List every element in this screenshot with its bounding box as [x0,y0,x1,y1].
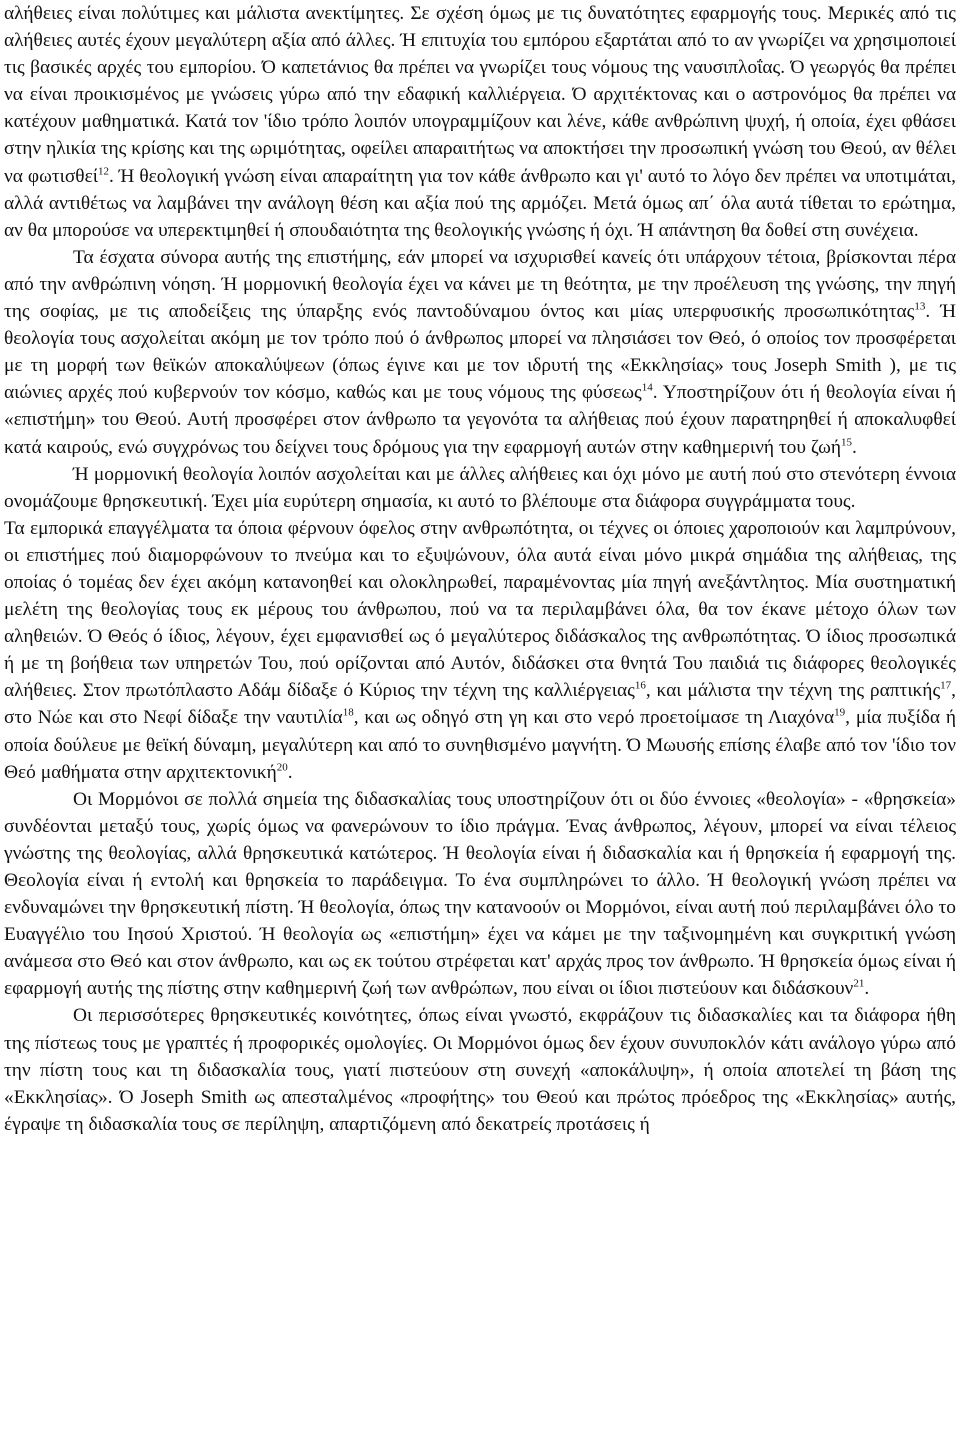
footnote-ref: 17 [940,679,952,692]
footnote-ref: 15 [841,436,853,449]
paragraph-text: . Υποστηρίζουν ότι ή θεολογία είναι ή «επιστήμη» του Θεού. Αυτή προσφέρει στον άνθρωπο τα γεγονότα τα αλήθειας πού έχουν παρατηρηθεί ή αποκαλυφθεί κατά καιρούς, ενώ συγχρόνως του δείχνει τους δρόμους για την εφαρμογή αυτών στην καθημερινή του ζωή [4,382,956,458]
footnote-ref: 13 [914,300,926,313]
paragraph-text: , μία πυξίδα ή οποία δούλευε με θεϊκή δύναμη, μεγαλύτερη και από το συνηθισμένο μαγνήτη. Ό Μωυσής επίσης έλαβε από τον 'ίδιο τον Θεό μαθήματα στην αρχιτεκτονική [4,707,956,783]
paragraph-text: Τα έσχατα σύνορα αυτής της επιστήμης, εάν μπορεί να ισχυρισθεί κανείς ότι υπάρχουν τέτοια, βρίσκονται πέρα από την ανθρώπινη νόηση. Ή μορμονική θεολογία έχει να κάνει με τη θεότητα, με την προέλευση της γνώσης, την πηγή της σοφίας, με τις αποδείξεις της ύπαρξης ενός παντοδύναμου όντος και μίας υπερφυσικής προσωπικότητας [4,246,956,323]
paragraph-text: , και μάλιστα την τέχνη της ραπτικής [645,680,941,702]
footnote-ref: 14 [641,381,653,394]
paragraph [4,1002,956,1137]
footnote-ref: 16 [634,679,646,692]
paragraph-text: Οι περισσότερες θρησκευτικές κοινότητες, όπως είναι γνωστό, εκφράζουν τις διδασκαλίες και τα διάφορα ήθη της πίστεως τους με γραπτές ή προφορικές ομολογίες. Οι Μορμόνοι όμως δεν έχουν συνυποκλόν κάτι ανάλογο γύρω από την πίστη τους και τη διδασκαλία τους, γιατί πιστεύουν στη συνεχή «αποκάλυψη», ή οποία αποτελεί τη βάση της «Εκκλησίας». Ό Joseph Smith ως απεσταλμένος «προφήτης» του Θεού και πρώτος πρόεδρος της «Εκκλησίας» αυτής, έγραψε τη διδασκαλία τους σε περίληψη, απαρτιζόμενη από δεκατρείς προτάσεις ή [4,1005,956,1135]
paragraph-text: . [864,978,870,1000]
paragraph [4,0,956,244]
paragraph-text: αλήθειες είναι πολύτιμες και μάλιστα ανεκτίμητες. Σε σχέση όμως με τις δυνατότητες εφαρμογής τους. Μερικές από τις αλήθειες αυτές έχουν μεγαλύτερη αξία από άλλες. Ή επιτυχία του εμπόρου εξαρτάται από το αν γνωρίζει να χρησιμοποιεί τις βασικές αρχές του εμπορίου. Ό καπετάνιος θα πρέπει να γνωρίζει τους νόμους της ναυσιπλοΐας. Ό γεωργός θα πρέπει να είναι προικισμένος με γνώσεις γύρω από την εδαφική καλλιέργεια. Ό αρχιτέκτονας και ο αστρονόμος θα πρέπει να κατέχουν μαθηματικά. Κατά τον 'ίδιο τρόπο λοιπόν υπογραμμίζουν και λένε, κάθε ανθρώπινη ψυχή, ή οποία, έχει φθάσει στην ηλικία της κρίσης και της ωριμότητας, οφείλει απαραιτήτως να αποκτήσει την προσωπική γνώση του Θεού, αν θέλει να φωτισθεί [4,3,956,187]
paragraph [4,244,956,461]
paragraph-text: Οι Μορμόνοι σε πολλά σημεία της διδασκαλίας τους υποστηρίζουν ότι οι δύο έννοιες «θεολογία» - «θρησκεία» συνδέονται μεταξύ τους, χωρίς όμως να φανερώνουν το ίδιο πράγμα. Ένας άνθρωπος, λέγουν, μπορεί να είναι τέλειος γνώστης της θεολογίας, αλλά θρησκευτικά κατώτερος. Ή θεολογία είναι ή διδασκαλία και ή θρησκεία ή εφαρμογή της. Θεολογία είναι ή εντολή και θρησκεία το παράδειγμα. Το ένα συμπληρώνει το άλλο. Ή θεολογική γνώση πρέπει να ενδυναμώνει την θρησκευτική πίστη. Ή θεολογία, όπως την κατανοούν οι Μορμόνοι, είναι αυτή πού περιλαμβάνει όλο το Ευαγγέλιο του Ιησού Χριστού. Ή θεολογία ως «επιστήμη» έχει να κάμει με την ταξινομημένη και συγκριτική γνώση ανάμεσα στο Θεό και στον άνθρωπο, και ως εκ τούτου στρέφεται κατ' αρχάς προς τον άνθρωπο. Ή θρησκεία όμως είναι ή εφαρμογή αυτής της πίστης στην καθημερινή ζωή των ανθρώπων, που είναι οι ίδιοι πιστεύουν και διδάσκουν [4,788,956,1000]
footnote-ref: 21 [853,977,865,990]
paragraph [4,786,956,1003]
paragraph-text: . Ή θεολογία τους ασχολείται ακόμη με τον τρόπο πού ό άνθρωπος μπορεί να πλησιάσει τον Θεό, ό οποίος τον προσφέρεται με τη μορφή των θεϊκών αποκαλύψεων (όπως έγινε και με τον ιδρυτή της «Εκκλησίας» τους Joseph Smith ), με τις αιώνιες αρχές πού κυβερνούν τον κόσμο, καθώς και με τους νόμους της φύσεως [4,301,956,404]
footnote-ref: 18 [342,706,354,719]
footnote-ref: 12 [97,165,109,178]
paragraph-text: Ή μορμονική θεολογία λοιπόν ασχολείται και με άλλες αλήθειες και όχι μόνο με αυτή πού στο στενότερη έννοια ονομάζουμε θρησκευτική. Έχει μία ευρύτερη σημασία, κι αυτό το βλέπουμε στα διάφορα συγγράμματα τους. [4,463,956,512]
paragraph [4,515,956,786]
paragraph-text: . [852,436,857,458]
footnote-ref: 20 [276,761,288,774]
paragraph-text: , στο Νώε και στο Νεφί δίδαξε την ναυτιλία [4,680,956,729]
paragraph-text: Τα εμπορικά επαγγέλματα τα όποια φέρνουν όφελος στην ανθρωπότητα, οι τέχνες οι όποιες χαροποιούν και λαμπρύνουν, οι επιστήμες πού διαμορφώνουν το πνεύμα και το εξυψώνουν, όλα αυτά είναι μόνο μικρά σημάδια της αλήθειας, της οποίας ό τομέας δεν έχει ακόμη κατανοηθεί και ολοκληρωθεί, παραμένοντας μία πηγή ανεξάντλητος. Μία συστηματική μελέτη της θεολογίας τους εκ μέρους του άνθρωπου, πού να τα περιλαμβάνει όλα, θα τον έκανε μέτοχο όλων των αληθειών. Ό Θεός ό ίδιος, λέγουν, έχει εμφανισθεί ως ό μεγαλύτερος διδάσκαλος της ανθρωπότητας. Ό ίδιος προσωπικά ή με τη βοήθεια των υπηρετών Του, πού ορίζονται από Αυτόν, διδάσκει στα θνητά Του παιδιά τις διάφορες θεολογικές αλήθειες. Στον πρωτόπλαστο Αδάμ δίδαξε ό Κύριος την τέχνη της καλλιέργειας [4,517,956,702]
paragraph [4,461,956,515]
paragraph-text: . Ή θεολογική γνώση είναι απαραίτητη για τον κάθε άνθρωπο και γι' αυτό το λόγο δεν πρέπει να υποτιμάται, αλλά αντιθέτως να λαμβάνει την ανάλογη θέση και αξία πού της αρμόζει. Μετά όμως απ΄ όλα αυτά τίθεται το ερώτημα, αν θα μπορούσε να υπερεκτιμηθεί ή σπουδαιότητα της θεολογικής γνώσης ή όχι. Ή απάντηση θα δοθεί στη συνέχεια. [4,165,957,241]
paragraph-text: . [287,761,293,783]
footnote-ref: 19 [834,706,846,719]
paragraph-text: , και ως οδηγό στη γη και στο νερό προετοίμασε τη Λιαχόνα [353,707,835,729]
